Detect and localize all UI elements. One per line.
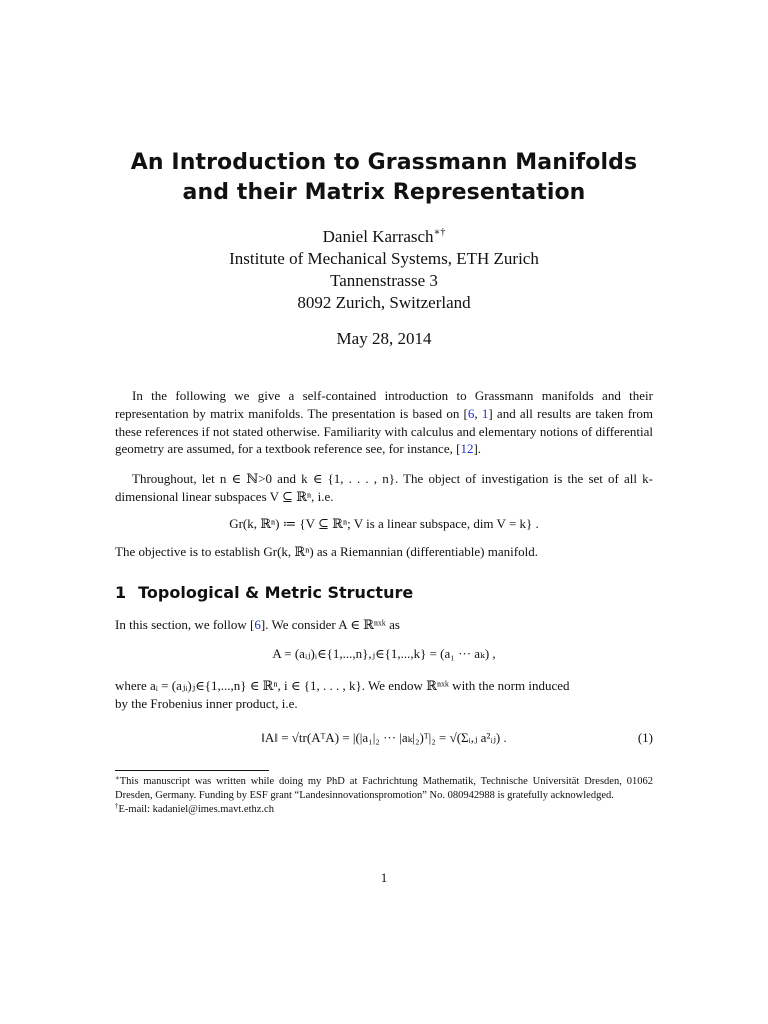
footnote-1-mark: ∗ bbox=[115, 774, 120, 782]
footnote-2-mark: † bbox=[115, 802, 119, 811]
equation-number: (1) bbox=[637, 730, 653, 745]
equation-grassmann-definition: Gr(k, ℝⁿ) ≔ {V ⊆ ℝⁿ; V is a linear subspace, dim V = k} . bbox=[229, 516, 539, 531]
footnote-2-text: E-mail: kadaniel@imes.mavt.ethz.ch bbox=[118, 804, 274, 816]
citation-1[interactable]: 1 bbox=[481, 405, 489, 421]
title-line-2: and their Matrix Representation bbox=[182, 180, 586, 205]
author-name-line bbox=[0, 226, 768, 248]
page-number: 1 bbox=[380, 870, 388, 885]
footnote-1 bbox=[115, 775, 653, 802]
section-title: Topological & Metric Structure bbox=[138, 583, 414, 602]
author-city: 8092 Zurich, Switzerland bbox=[297, 293, 471, 312]
intro-p1-text-a: In the following we give a self-contained introduction to Grassmann manifolds and their representation by matrix manifolds. The presentation is based on bbox=[115, 388, 653, 421]
section-1-intro-text-b: ]. We consider A ∈ ℝⁿˣᵏ as bbox=[260, 617, 400, 632]
author-institute: Institute of Mechanical Systems, ETH Zurich bbox=[229, 249, 539, 268]
section-number: 1 bbox=[115, 583, 127, 602]
footnote-rule bbox=[115, 770, 269, 771]
section-1-intro bbox=[115, 616, 653, 634]
author-block bbox=[0, 226, 768, 314]
footnote-1-text: This manuscript was written while doing my PhD at Fachrichtung Mathematik, Technische Universität Dresden, 01062 Dresden, Germany. Funding by ESF grant “Landesinnovationspromotion” No. 080942988 is gratefully acknowledged. bbox=[115, 776, 653, 801]
paper-date: May 28, 2014 bbox=[336, 329, 432, 348]
section-1-heading bbox=[115, 583, 413, 603]
section-1-where-paragraph bbox=[115, 677, 653, 713]
intro-p1-text-c: . bbox=[477, 441, 482, 457]
where-line-1: where aᵢ = (aⱼᵢ)ⱼ∈{1,...,n} ∈ ℝⁿ, i ∈ {1, . . . , k}. We endow ℝⁿˣᵏ with the norm induced bbox=[115, 678, 570, 693]
author-footnote-marks: ∗† bbox=[433, 227, 446, 238]
title-line-1: An Introduction to Grassmann Manifolds bbox=[130, 150, 638, 175]
citation-6-section[interactable]: 6 bbox=[254, 617, 261, 632]
author-name: Daniel Karrasch bbox=[322, 227, 434, 246]
paper-title bbox=[0, 148, 768, 208]
citation-12[interactable]: 12 bbox=[460, 441, 474, 457]
equation-matrix-columns: A = (aᵢⱼ)ᵢ∈{1,...,n},ⱼ∈{1,...,k} = (a₁ ··· aₖ) , bbox=[272, 646, 496, 661]
equation-norm-body: ‖A‖ = √tr(AᵀA) = |(|a₁|₂ ··· |aₖ|₂)ᵀ|₂ = √(Σᵢ,ⱼ a²ᵢⱼ) . bbox=[261, 730, 507, 745]
intro-paragraph-3: The objective is to establish Gr(k, ℝⁿ) as a Riemannian (differentiable) manifold. bbox=[115, 544, 538, 559]
intro-paragraph-1: In the following we give a self-contained introduction to Grassmann manifolds and their representation by matrix manifolds. The presentation is based on [6, 1] and all results are taken from these references if not stated otherwise. Familiarity with calculus and elementary notions of differential geometry are assumed, for a textbook reference see, for instance, [12]. bbox=[115, 388, 653, 457]
equation-frobenius-norm bbox=[115, 729, 653, 747]
intro-paragraph-2: Throughout, let n ∈ ℕ>0 and k ∈ {1, . . . , n}. The object of investigation is the set of all k-dimensional linear subspaces V ⊆ ℝⁿ, i.e. bbox=[115, 471, 653, 504]
intro-p1-text-b: and all results are taken from these references if not stated otherwise. Familiarity with calculus and elementary notions of differential geometry are assumed, for a textbook reference see, for instance, bbox=[115, 405, 653, 457]
footnotes bbox=[115, 775, 653, 817]
author-street: Tannenstrasse 3 bbox=[330, 271, 438, 290]
footnote-2 bbox=[115, 803, 653, 817]
section-1-intro-text-a: In this section, we follow [ bbox=[115, 617, 255, 632]
where-line-2: by the Frobenius inner product, i.e. bbox=[115, 695, 298, 711]
citation-6[interactable]: 6 bbox=[467, 405, 475, 421]
